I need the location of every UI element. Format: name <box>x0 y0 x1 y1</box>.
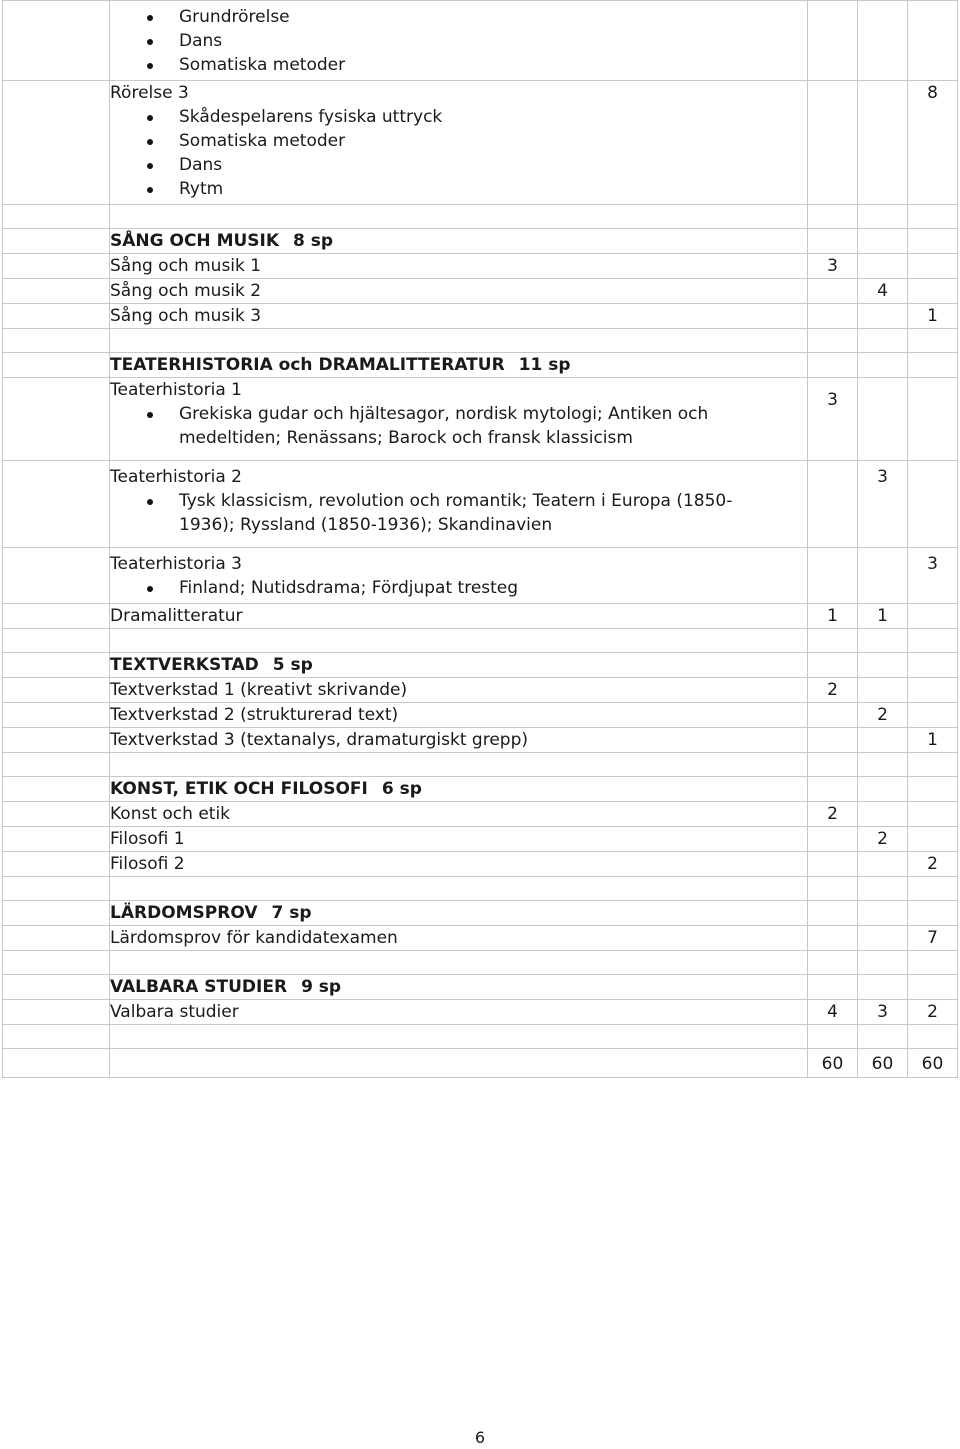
section-heading-row <box>3 353 958 378</box>
bullet-list <box>110 576 807 600</box>
table-row <box>3 461 958 548</box>
list-item: Grundrörelse <box>110 5 807 29</box>
year2-total: 60 <box>858 1049 908 1078</box>
course-name: Lärdomsprov för kandidatexamen <box>110 926 808 951</box>
table-row <box>3 254 958 279</box>
credit-value: 2 <box>858 703 908 728</box>
course-name: Textverkstad 1 (kreativt skrivande) <box>110 678 808 703</box>
course-cell <box>110 1 808 81</box>
list-item: Grekiska gudar och hjältesagor, nordisk mytologi; Antiken och medeltiden; Renässans; Barock och fransk klassicism <box>110 402 807 450</box>
course-name: Sång och musik 3 <box>110 304 808 329</box>
table-row <box>3 802 958 827</box>
bullet-icon <box>147 15 153 21</box>
list-item: Somatiska metoder <box>110 53 807 77</box>
bullet-list <box>110 489 807 537</box>
spacer-row <box>3 1025 958 1049</box>
credit-total: 8 sp <box>293 231 334 251</box>
course-name: Filosofi 1 <box>110 827 808 852</box>
course-name: Textverkstad 3 (textanalys, dramaturgiskt grepp) <box>110 728 808 753</box>
bullet-icon <box>147 187 153 193</box>
list-item: Somatiska metoder <box>110 129 807 153</box>
course-name: Dramalitteratur <box>110 604 808 629</box>
section-heading-row <box>3 653 958 678</box>
course-name: Sång och musik 2 <box>110 279 808 304</box>
section-heading: KONST, ETIK OCH FILOSOFI 6 sp <box>110 779 422 799</box>
table-row <box>3 604 958 629</box>
table-row <box>3 279 958 304</box>
spacer-row <box>3 329 958 353</box>
section-heading-row <box>3 229 958 254</box>
credit-value: 4 <box>808 1000 858 1025</box>
section-heading: LÄRDOMSPROV 7 sp <box>110 903 312 923</box>
year1-cell <box>808 1 858 81</box>
spacer-row <box>3 877 958 901</box>
course-cell <box>110 81 808 205</box>
credit-value: 2 <box>908 1000 958 1025</box>
table-row <box>3 1000 958 1025</box>
table-row <box>3 926 958 951</box>
table-row <box>3 852 958 877</box>
credit-total: 9 sp <box>301 977 342 997</box>
course-name: Teaterhistoria 3 <box>110 554 242 574</box>
spacer-row <box>3 753 958 777</box>
credit-value: 3 <box>808 254 858 279</box>
section-heading-row <box>3 901 958 926</box>
course-cell <box>110 461 808 548</box>
credit-value: 2 <box>858 827 908 852</box>
bullet-icon <box>147 586 153 592</box>
table-row <box>3 81 958 205</box>
credit-value: 1 <box>908 728 958 753</box>
section-heading: SÅNG OCH MUSIK 8 sp <box>110 231 334 251</box>
curriculum-table <box>2 0 958 1078</box>
year2-cell <box>858 1 908 81</box>
course-cell <box>110 378 808 461</box>
list-item: Finland; Nutidsdrama; Fördjupat tresteg <box>110 576 807 600</box>
year3-cell <box>908 1 958 81</box>
bullet-icon <box>147 412 153 418</box>
spacer-row <box>3 205 958 229</box>
credit-value: 3 <box>808 378 858 461</box>
section-heading: TEATERHISTORIA och DRAMALITTERATUR 11 sp <box>110 355 571 375</box>
table-row <box>3 678 958 703</box>
year3-total: 60 <box>908 1049 958 1078</box>
course-name: Rörelse 3 <box>110 83 189 103</box>
credit-value: 3 <box>858 461 908 548</box>
course-name: Teaterhistoria 1 <box>110 380 242 400</box>
course-name: Filosofi 2 <box>110 852 808 877</box>
bullet-icon <box>147 63 153 69</box>
bullet-list <box>110 402 807 450</box>
table-row <box>3 728 958 753</box>
credit-total: 7 sp <box>271 903 312 923</box>
totals-row <box>3 1049 958 1078</box>
list-item: Tysk klassicism, revolution och romantik; Teatern i Europa (1850-1936); Ryssland (1850-1936); Skandinavien <box>110 489 807 537</box>
bullet-icon <box>147 163 153 169</box>
table-row <box>3 378 958 461</box>
table-row <box>3 827 958 852</box>
course-name: Valbara studier <box>110 1000 808 1025</box>
bullet-icon <box>147 115 153 121</box>
credit-value: 1 <box>858 604 908 629</box>
bullet-icon <box>147 139 153 145</box>
credit-value: 8 <box>908 81 958 205</box>
credit-value: 2 <box>808 802 858 827</box>
credit-value: 4 <box>858 279 908 304</box>
credit-value: 3 <box>858 1000 908 1025</box>
list-item: Skådespelarens fysiska uttryck <box>110 105 807 129</box>
credit-value: 7 <box>908 926 958 951</box>
list-item: Dans <box>110 153 807 177</box>
credit-total: 11 sp <box>518 355 571 375</box>
year1-total: 60 <box>808 1049 858 1078</box>
section-heading-row <box>3 975 958 1000</box>
course-name: Konst och etik <box>110 802 808 827</box>
bullet-list <box>110 5 807 77</box>
course-name: Sång och musik 1 <box>110 254 808 279</box>
table-row <box>3 548 958 604</box>
section-heading: VALBARA STUDIER 9 sp <box>110 977 342 997</box>
credit-value: 2 <box>908 852 958 877</box>
section-heading: TEXTVERKSTAD 5 sp <box>110 655 313 675</box>
bullet-icon <box>147 39 153 45</box>
course-name: Teaterhistoria 2 <box>110 467 242 487</box>
page-number: 6 <box>474 1428 486 1447</box>
section-heading-row <box>3 777 958 802</box>
spacer-row <box>3 629 958 653</box>
course-name: Textverkstad 2 (strukturerad text) <box>110 703 808 728</box>
course-cell <box>110 548 808 604</box>
list-item: Rytm <box>110 177 807 201</box>
table-row <box>3 304 958 329</box>
credit-value: 1 <box>908 304 958 329</box>
credit-value: 3 <box>908 548 958 604</box>
credit-value: 1 <box>808 604 858 629</box>
credit-total: 6 sp <box>381 779 422 799</box>
curriculum-sheet <box>2 0 957 1078</box>
bullet-list <box>110 105 807 201</box>
bullet-icon <box>147 499 153 505</box>
left-cell <box>3 1 110 81</box>
credit-value: 2 <box>808 678 858 703</box>
table-row <box>3 1 958 81</box>
credit-total: 5 sp <box>272 655 313 675</box>
spacer-row <box>3 951 958 975</box>
list-item: Dans <box>110 29 807 53</box>
table-row <box>3 703 958 728</box>
